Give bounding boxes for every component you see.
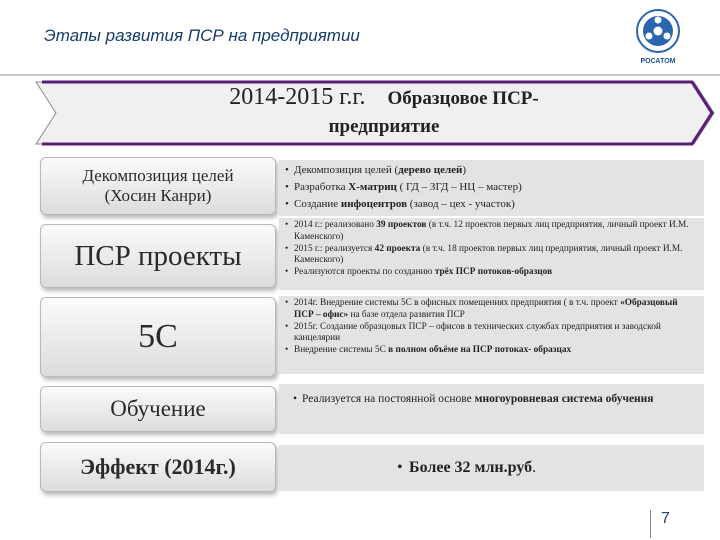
- detail-item: • Декомпозиция целей (дерево целей): [285, 162, 698, 179]
- logo-text: РОСАТОМ: [640, 58, 676, 65]
- detail-item: • 2014 г.: реализовано 39 проектов (в т.ч. 12 проектов первых лиц предприятия, личный проект И.М. Каменского): [285, 220, 698, 244]
- rosatom-logo: [626, 6, 690, 70]
- stage-label: Декомпозиция целей: [82, 166, 234, 185]
- stage-effect: [40, 442, 276, 492]
- stage-goal-decomposition: [40, 157, 276, 215]
- detail-item: • 2015г. Создание образцовых ПСР – офисов в технических службах предприятия и заводской канцелярии: [285, 322, 698, 346]
- atom-logo-icon: [626, 6, 690, 58]
- stage-label: Эффект (2014г.): [80, 454, 236, 479]
- banner-years: 2014-2015 г.г.: [229, 84, 366, 110]
- stage-label: Обучение: [110, 396, 206, 421]
- detail-item: • Внедрение системы 5С в полном объёме на ПСР потоках- образцах: [285, 345, 698, 357]
- stage-5s: [40, 297, 276, 377]
- detail-item: • 2014г. Внедрение системы 5С в офисных помещениях предприятия ( в т.ч. проект «Образцовый ПСР – офис» на базе отдела развития ПСР: [285, 298, 698, 322]
- detail-5s: [279, 296, 704, 374]
- detail-training: [279, 384, 704, 434]
- page-title: Этапы развития ПСР на предприятии: [44, 26, 360, 45]
- detail-item: • Реализуются проекты по созданию трёх ПСР потоков-образцов: [285, 267, 698, 279]
- detail-effect: [279, 445, 704, 491]
- page-number: 7: [650, 510, 690, 538]
- detail-item: • Реализуется на постоянной основе многоуровневая система обучения: [293, 392, 690, 406]
- detail-psr-projects: [279, 218, 704, 290]
- stage-label: 5С: [138, 318, 178, 355]
- detail-item: • 2015 г.: реализуется 42 проекта (в т.ч. 18 проектов первых лиц предприятия, личный проект И.М. Каменского): [285, 244, 698, 268]
- stage-banner: [34, 78, 716, 148]
- stage-psr-projects: [40, 224, 276, 288]
- stage-label: ПСР проекты: [74, 239, 242, 272]
- detail-item: • Создание инфоцентров (завод – цех - участок): [285, 196, 698, 213]
- detail-goal-decomposition: [279, 160, 704, 216]
- detail-item: • Разработка Х-матриц ( ГД – ЗГД – НЦ – мастер): [285, 179, 698, 196]
- header-divider: [0, 74, 720, 76]
- banner-title-part2: предприятие: [328, 116, 440, 137]
- detail-item: • Более 32 млн.руб.: [397, 458, 704, 478]
- banner-title-part1: Образцовое ПСР-: [387, 88, 539, 109]
- stage-training: [40, 386, 276, 432]
- stage-sublabel: (Хосин Канри): [104, 186, 212, 205]
